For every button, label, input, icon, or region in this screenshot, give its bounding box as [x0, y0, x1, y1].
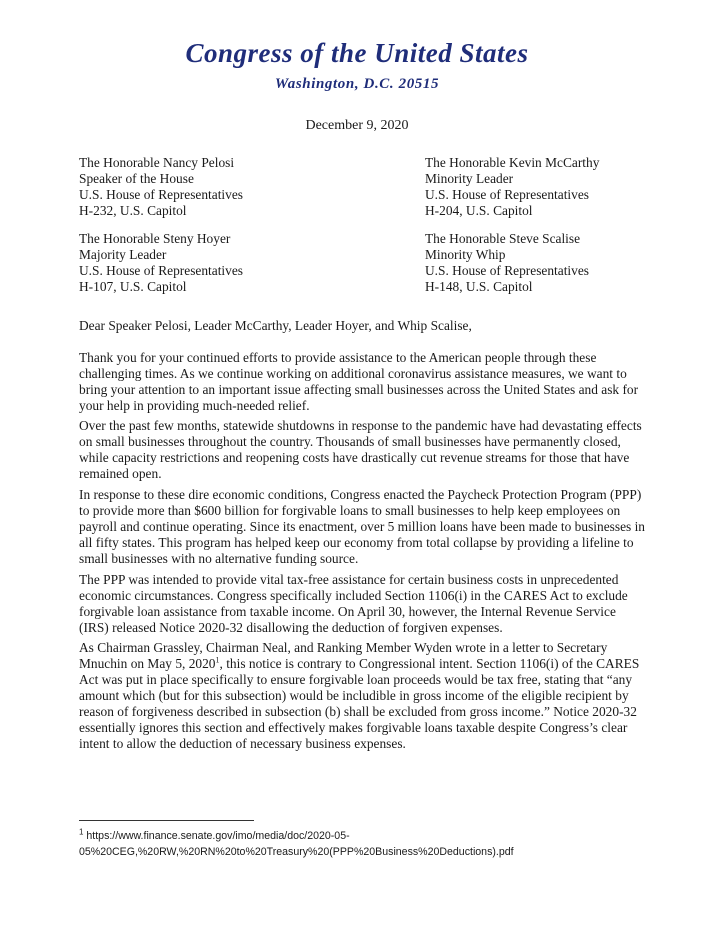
- paragraph-line: while capacity restrictions and reopening costs have drastically cut revenue streams for those that have: [79, 450, 630, 465]
- paragraph-text: , this notice is contrary to Congressional intent. Section 1106(i) of the CARES: [219, 656, 640, 671]
- recipient-address: [425, 231, 589, 295]
- letterhead-title: Congress of the United States: [185, 38, 529, 68]
- paragraph-line: on small businesses throughout the country. Thousands of small businesses have permanently closed,: [79, 434, 621, 449]
- recipient-room: H-148, U.S. Capitol: [425, 279, 533, 294]
- body-paragraph: [79, 572, 649, 636]
- footnote-link[interactable]: https://www.finance.senate.gov/imo/media/doc/2020-05-: [83, 830, 350, 842]
- body-paragraph: [79, 640, 649, 752]
- letter-date: December 9, 2020: [305, 118, 409, 133]
- paragraph-line: essentially ignores this section and effectively makes forgivable loans taxable despite Congress’s clear: [79, 720, 628, 735]
- recipient-name: The Honorable Steve Scalise: [425, 231, 581, 246]
- paragraph-line: bring your attention to an important issue affecting small businesses across the United States and ask for: [79, 382, 639, 397]
- paragraph-line: Act was put in place specifically to ensure forgivable loan proceeds would be tax free, stating that “any: [79, 672, 633, 687]
- paragraph-line: remained open.: [79, 466, 162, 481]
- paragraph-line: your help in providing much-needed relief.: [79, 398, 310, 413]
- paragraph-line: reason of forgiveness described in subsection (b) shall be excluded from gross income.” Notice 2020-32: [79, 704, 637, 719]
- paragraph-line: In response to these dire economic conditions, Congress enacted the Paycheck Protection Program (PPP): [79, 487, 642, 502]
- paragraph-line: As Chairman Grassley, Chairman Neal, and Ranking Member Wyden wrote in a letter to Secretary: [79, 640, 608, 655]
- paragraph-line: (IRS) released Notice 2020-32 disallowing the deduction of forgiven expenses.: [79, 620, 503, 635]
- paragraph-line: Over the past few months, statewide shutdowns in response to the pandemic have had devastating effects: [79, 418, 642, 433]
- paragraph-text: Mnuchin on May 5, 2020: [79, 656, 216, 671]
- paragraph-line: The PPP was intended to provide vital tax-free assistance for certain business costs in unprecedented: [79, 572, 619, 587]
- paragraph-line: economic circumstances. Congress specifically included Section 1106(i) in the CARES Act to exclude: [79, 588, 628, 603]
- recipient-office: U.S. House of Representatives: [425, 187, 590, 202]
- recipient-room: H-204, U.S. Capitol: [425, 203, 533, 218]
- paragraph-line: challenging times. As we continue working on additional coronavirus assistance measures, we want to: [79, 366, 627, 381]
- recipient-title: Minority Leader: [425, 171, 514, 186]
- paragraph-line: small businesses with no alternative funding source.: [79, 551, 359, 566]
- paragraph-line: intent to allow the deduction of necessary business expenses.: [79, 736, 406, 751]
- recipient-name: The Honorable Kevin McCarthy: [425, 155, 600, 170]
- letterhead-subtitle: Washington, D.C. 20515: [274, 76, 440, 92]
- body-paragraph: [79, 418, 649, 482]
- recipient-room: H-107, U.S. Capitol: [79, 279, 187, 294]
- footnote-link[interactable]: 05%20CEG,%20RW,%20RN%20to%20Treasury%20(PPP%20Business%20Deductions).pdf: [79, 846, 514, 858]
- body-paragraph: [79, 350, 649, 414]
- recipient-office: U.S. House of Representatives: [79, 263, 244, 278]
- body-paragraph: [79, 487, 649, 567]
- salutation: Dear Speaker Pelosi, Leader McCarthy, Leader Hoyer, and Whip Scalise,: [79, 318, 472, 333]
- recipient-office: U.S. House of Representatives: [79, 187, 244, 202]
- paragraph-line: payroll and continue operating. Since its enactment, over 5 million loans have been made to businesses in: [79, 519, 645, 534]
- recipient-address: [425, 155, 599, 219]
- recipient-title: Speaker of the House: [79, 171, 194, 186]
- recipient-office: U.S. House of Representatives: [425, 263, 590, 278]
- paragraph-line: forgivable loan assistance from taxable income. On April 30, however, the Internal Revenue Service: [79, 604, 616, 619]
- recipient-name: The Honorable Steny Hoyer: [79, 231, 231, 246]
- footnote-marker: 1: [79, 827, 84, 837]
- recipient-title: Minority Whip: [425, 247, 506, 262]
- footnote: [79, 828, 514, 860]
- paragraph-line: Thank you for your continued efforts to provide assistance to the American people through these: [79, 350, 597, 365]
- footnote-divider: [79, 820, 254, 821]
- paragraph-line: amount which (but for this subsection) would be includible in gross income of the eligible recipient by: [79, 688, 629, 703]
- recipient-room: H-232, U.S. Capitol: [79, 203, 187, 218]
- recipient-title: Majority Leader: [79, 247, 167, 262]
- footnote-reference: 1: [215, 655, 220, 665]
- recipient-address: [79, 231, 243, 295]
- recipient-address: [79, 155, 243, 219]
- paragraph-line: all fifty states. This program has helped keep our economy from total collapse by providing a lifeline to: [79, 535, 634, 550]
- recipient-name: The Honorable Nancy Pelosi: [79, 155, 235, 170]
- paragraph-line: [79, 656, 649, 672]
- paragraph-line: to provide more than $600 billion for forgivable loans to small businesses to help keep employees on: [79, 503, 621, 518]
